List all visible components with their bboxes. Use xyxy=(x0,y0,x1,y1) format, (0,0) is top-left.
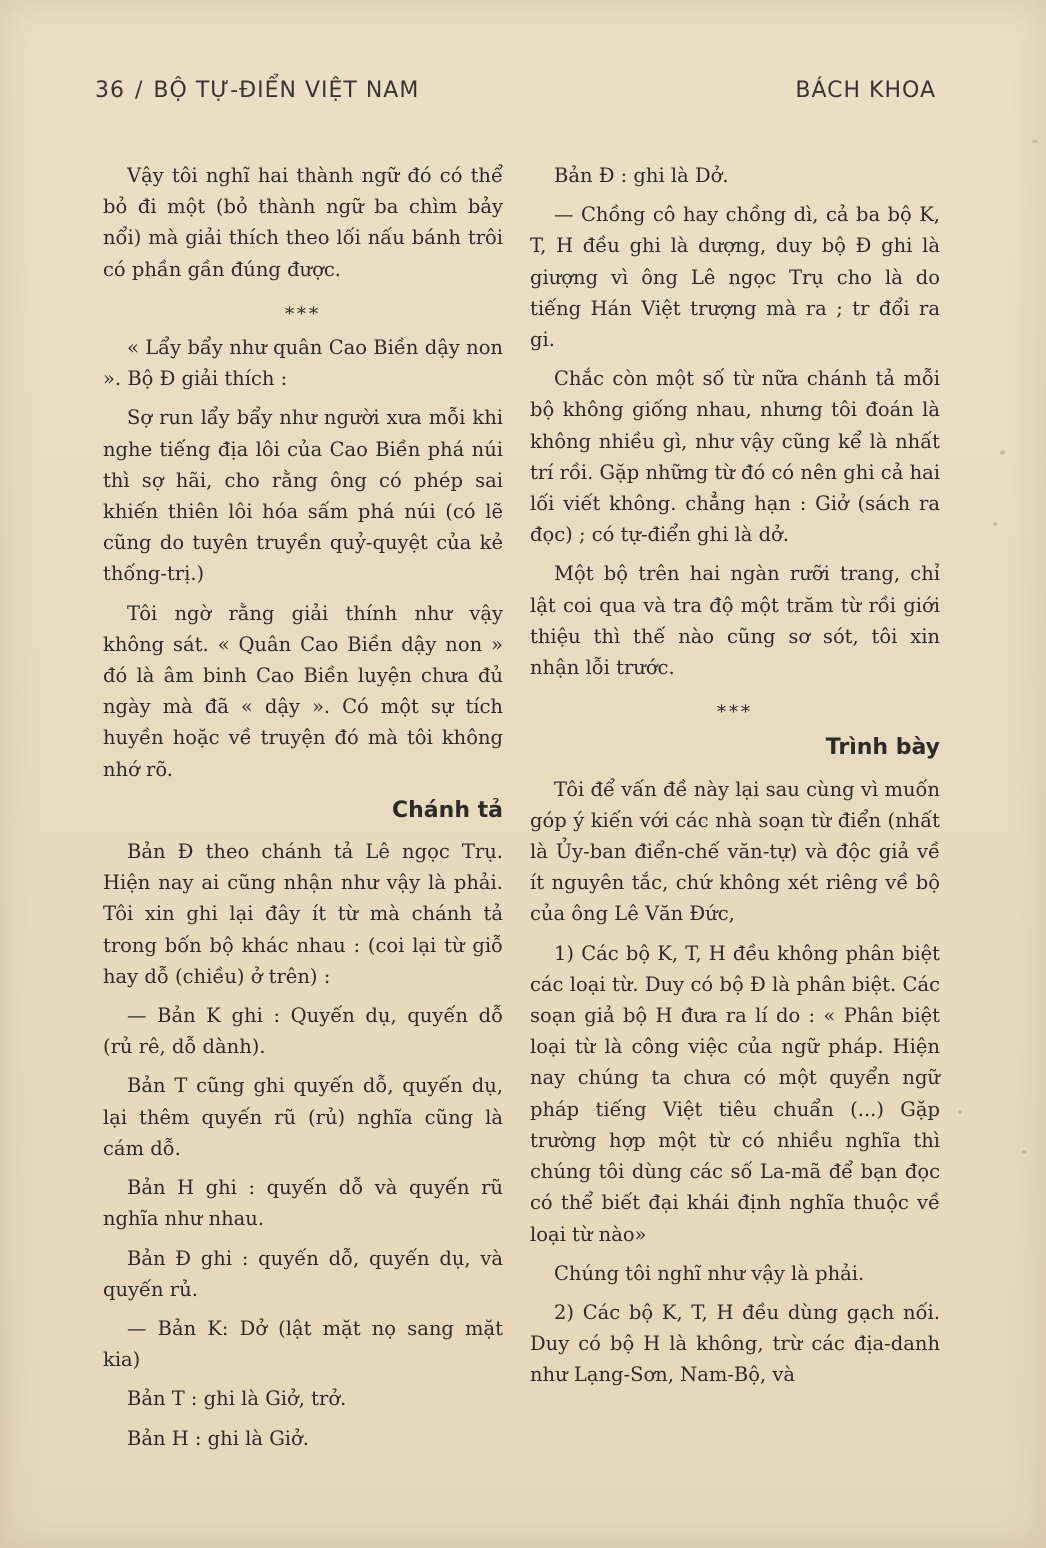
paragraph: Chắc còn một số từ nữa chánh tả mỗi bộ không giống nhau, nhưng tôi đoán là không nhiều gì, như vậy cũng kể là nhất trí rồi. Gặp những từ đó có nên ghi cả hai lối viết không. chẳng hạn : Giở (sách ra đọc) ; có tự-điển ghi là dở. xyxy=(530,367,940,547)
paragraph: Chúng tôi nghĩ như vậy là phải. xyxy=(554,1261,865,1285)
paragraph: Một bộ trên hai ngàn rưỡi trang, chỉ lật coi qua và tra độ một trăm từ rồi giới thiệu thì thế nào cũng sơ sót, tôi xin nhận lỗi trước. xyxy=(530,562,940,680)
section-heading-chanh-ta: Chánh tả xyxy=(392,797,503,823)
paragraph: 1) Các bộ K, T, H đều không phân biệt các loại từ. Duy có bộ Đ là phân biệt. Các soạn giả bộ H đưa ra lí do : « Phân biệt loại từ là công việc của ngữ pháp. Hiện nay chúng ta chưa có một quyển ngữ pháp tiếng Việt tiêu chuẩn (...) Gặp trường hợp một từ có nhiều nghĩa thì chúng tôi dùng các số La-mã để bạn đọc có thể biết đại khái định nghĩa thuộc về loại từ nào» xyxy=(530,941,940,1246)
paragraph: Bản H : ghi là Giở. xyxy=(127,1426,309,1450)
page-number: 36 xyxy=(95,78,125,103)
paragraph: — Bản K: Dở (lật mặt nọ sang mặt kia) xyxy=(103,1316,503,1372)
left-column xyxy=(103,160,503,1462)
paragraph: Tôi để vấn đề này lại sau cùng vì muốn góp ý kiến với các nhà soạn từ điển (nhất là Ủy-ban điển-chế văn-tự) và độc giả về ít nguyên tắc, chứ không xét riêng về bộ của ông Lê Văn Đức, xyxy=(530,777,940,926)
paragraph: Vậy tôi nghĩ hai thành ngữ đó có thể bỏ đi một (bỏ thành ngữ ba chìm bảy nổi) mà giải thích theo lối nấu bánh trôi có phần gần đúng được. xyxy=(103,164,503,281)
paragraph: Tôi ngờ rằng giải thính như vậy không sát. « Quân Cao Biền dậy non » đó là âm binh Cao Biền luyện chưa đủ ngày mà đã « dậy ». Có một sự tích huyền hoặc về truyện đó mà tôi không nhớ rõ. xyxy=(103,601,503,781)
paragraph: Sợ run lẩy bẩy như người xưa mỗi khi nghe tiếng địa lôi của Cao Biền phá núi thì sợ hãi, cho rằng ông có phép sai khiến thiên lôi hóa sấm phá núi (có lẽ cũng do tuyên truyền quỷ-quyệt của kẻ thống-trị.) xyxy=(103,406,503,586)
paragraph: 2) Các bộ K, T, H đều dùng gạch nối. Duy có bộ H là không, trừ các địa-danh như Lạng-Sơn, Nam-Bộ, và xyxy=(530,1300,940,1387)
paragraph: Bản Đ : ghi là Dở. xyxy=(554,164,729,187)
section-break-stars: ⁎⁎⁎ xyxy=(717,696,753,718)
paragraph: — Chồng cô hay chồng dì, cả ba bộ K, T, H đều ghi là dượng, duy bộ Đ ghi là giượng vì ông Lê ngọc Trụ cho là do tiếng Hán Việt trượng mà ra ; tr đổi ra gi. xyxy=(530,203,940,352)
paragraph: Bản T cũng ghi quyến dỗ, quyến dụ, lại thêm quyến rũ (rủ) nghĩa cũng là cám dỗ. xyxy=(103,1074,503,1160)
right-column xyxy=(530,160,940,1399)
header-left xyxy=(95,78,419,103)
magazine-name: BÁCH KHOA xyxy=(795,78,936,103)
paragraph: Bản H ghi : quyến dỗ và quyến rũ nghĩa như nhau. xyxy=(103,1176,503,1231)
section-break-stars: ⁎⁎⁎ xyxy=(285,297,321,319)
running-title: BỘ TỰ-ĐIỂN VIỆT NAM xyxy=(153,78,420,103)
paragraph: Bản Đ ghi : quyến dỗ, quyến dụ, và quyến rủ. xyxy=(103,1246,503,1301)
section-heading-trinh-bay: Trình bày xyxy=(825,735,940,761)
paragraph: Bản Đ theo chánh tả Lê ngọc Trụ. Hiện nay ai cũng nhận như vậy là phải. Tôi xin ghi lại đây ít từ mà chánh tả trong bốn bộ khác nhau : (coi lại từ giỗ hay dỗ (chiều) ở trên) : xyxy=(103,840,503,988)
header-separator: / xyxy=(135,78,144,103)
paragraph: — Bản K ghi : Quyến dụ, quyến dỗ (rủ rê, dỗ dành). xyxy=(103,1004,503,1059)
page-header xyxy=(95,78,936,103)
paragraph: « Lẩy bẩy như quân Cao Biền dậy non ». Bộ Đ giải thích : xyxy=(103,336,503,391)
paragraph: Bản T : ghi là Giở, trở. xyxy=(127,1387,347,1411)
